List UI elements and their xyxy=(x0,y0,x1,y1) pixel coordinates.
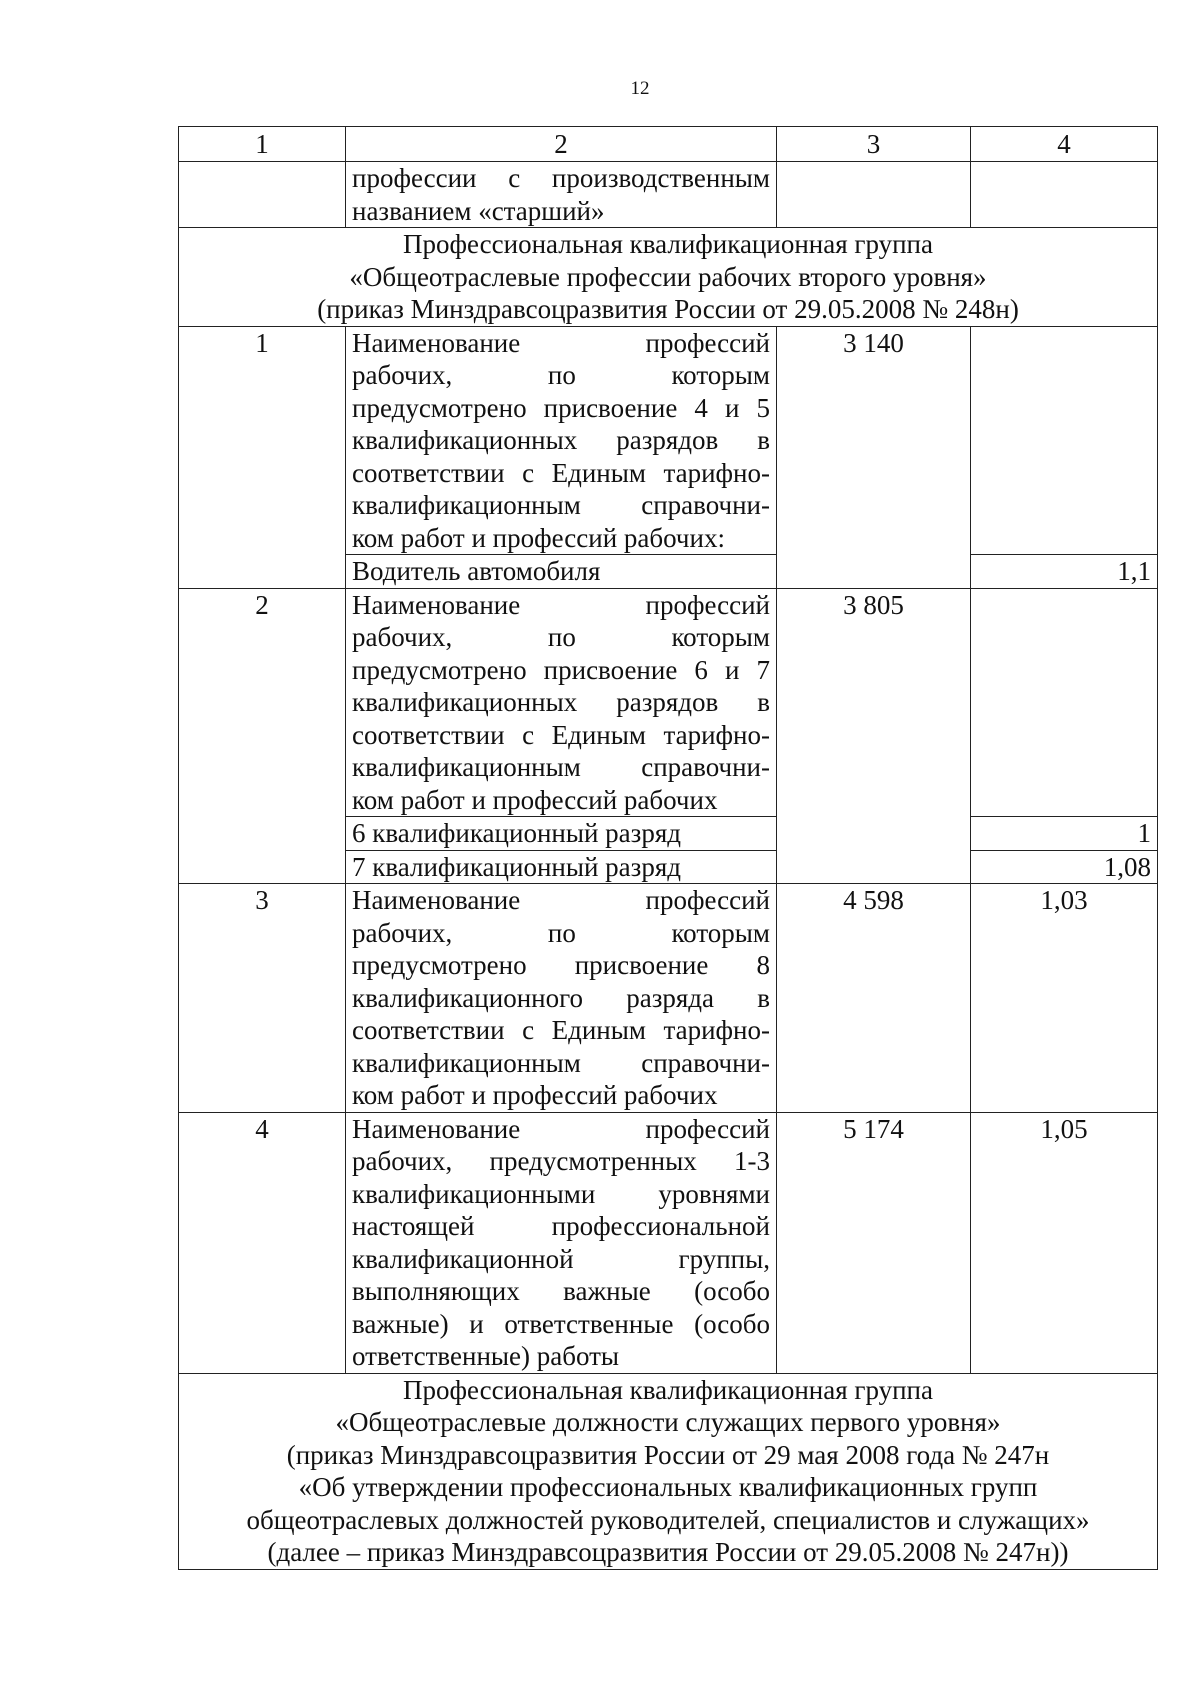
continuation-row xyxy=(179,162,1158,228)
qualification-table xyxy=(178,126,1158,1570)
table-row xyxy=(179,588,1158,817)
table-row xyxy=(179,1112,1158,1373)
header-col-3: 3 xyxy=(777,127,971,162)
row-description: Наименование профессий рабочих, предусмотренных 1-3 квалификационными уровнями настоящей профессиональной квалификационной группы, выполняющих важные (особо важные) и ответственные (особо ответственные) работы xyxy=(346,1112,777,1373)
header-col-4: 4 xyxy=(971,127,1158,162)
row-amount: 4 598 xyxy=(777,884,971,1113)
row-description: Наименование профессий рабочих, по которым предусмотрено присвоение 4 и 5 квалификационных разрядов в соответствии с Единым тарифно- квалификационным справочни- ком работ и профессий рабочих: xyxy=(346,326,777,555)
row-coefficient xyxy=(971,326,1158,555)
table-header-row xyxy=(179,127,1158,162)
row-number: 1 xyxy=(179,326,346,588)
row-coefficient xyxy=(971,588,1158,817)
table-row xyxy=(179,884,1158,1113)
subrow-label: 7 квалификационный разряд xyxy=(346,850,777,884)
row-coefficient: 1,05 xyxy=(971,1112,1158,1373)
row-amount: 3 805 xyxy=(777,588,971,884)
row-number: 4 xyxy=(179,1112,346,1373)
row-number: 3 xyxy=(179,884,346,1113)
subrow-coefficient: 1,1 xyxy=(971,555,1158,589)
subrow-label: 6 квалификационный разряд xyxy=(346,817,777,851)
row-number: 2 xyxy=(179,588,346,884)
subrow-label: Водитель автомобиля xyxy=(346,555,777,589)
group-heading-1: Профессиональная квалификационная группа «Общеотраслевые профессии рабочих второго уровня» (приказ Минздравсоцразвития России от 29.05.2008 № 248н) xyxy=(179,228,1158,327)
continuation-text: профессии с производственным названием «старший» xyxy=(346,162,777,228)
row-amount: 5 174 xyxy=(777,1112,971,1373)
row-coefficient: 1,03 xyxy=(971,884,1158,1113)
row-description: Наименование профессий рабочих, по которым предусмотрено присвоение 8 квалификационного разряда в соответствии с Единым тарифно- квалификационным справочни- ком работ и профессий рабочих xyxy=(346,884,777,1113)
subrow-coefficient: 1 xyxy=(971,817,1158,851)
group-heading-row xyxy=(179,228,1158,327)
table-row xyxy=(179,326,1158,555)
header-col-1: 1 xyxy=(179,127,346,162)
subrow-coefficient: 1,08 xyxy=(971,850,1158,884)
page-number: 12 xyxy=(630,78,650,99)
header-col-2: 2 xyxy=(346,127,777,162)
group-heading-2: Профессиональная квалификационная группа «Общеотраслевые должности служащих первого уровня» (приказ Минздравсоцразвития России от 29 мая 2008 года № 247н «Об утверждении профессиональных квалификационных групп общеотраслевых должностей руководителей, специалистов и служащих» (далее – приказ Минздравсоцразвития России от 29.05.2008 № 247н)) xyxy=(179,1373,1158,1569)
row-amount: 3 140 xyxy=(777,326,971,588)
group-heading-row xyxy=(179,1373,1158,1569)
row-description: Наименование профессий рабочих, по которым предусмотрено присвоение 6 и 7 квалификационных разрядов в соответствии с Единым тарифно- квалификационным справочни- ком работ и профессий рабочих xyxy=(346,588,777,817)
